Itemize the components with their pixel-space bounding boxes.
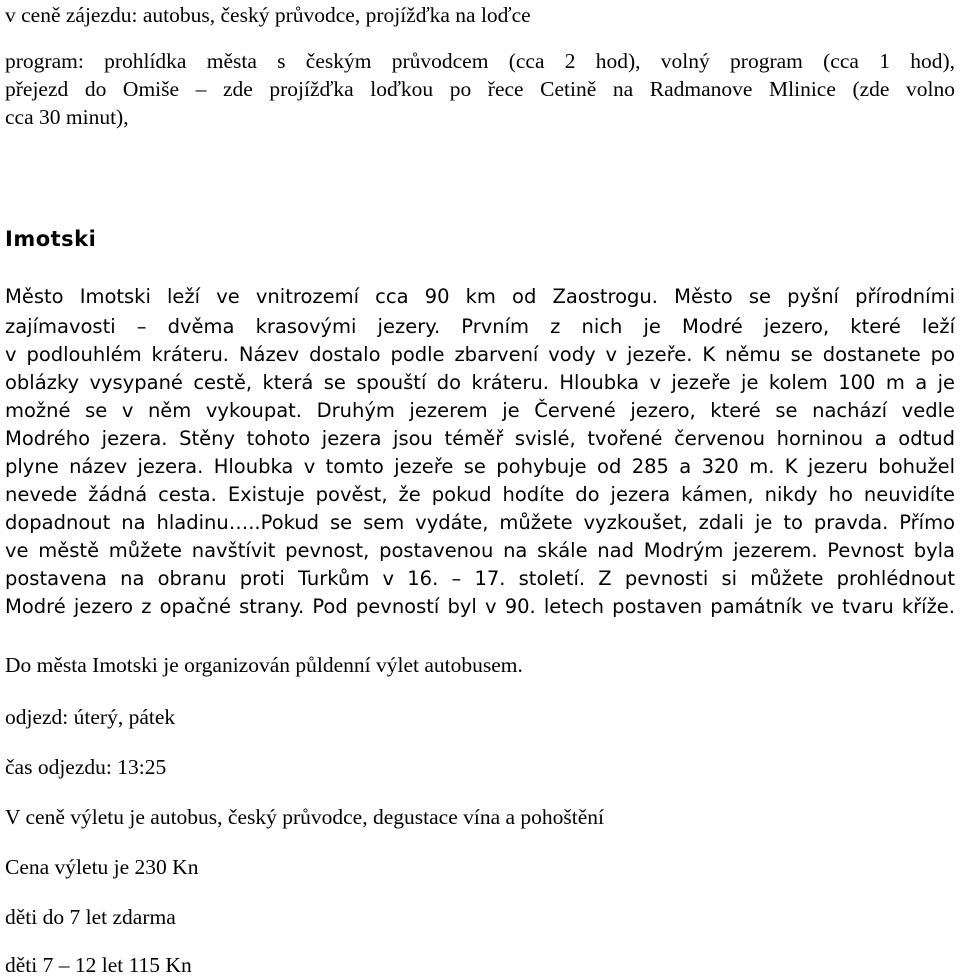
departure-days-line: odjezd: úterý, pátek [5,705,176,729]
section-title: Imotski [5,227,97,251]
paragraph-line-6: Modrého jezera. Stěny tohoto jezera jsou téměř svislé, tvořené červenou horninou a odtud [5,427,955,450]
departure-time-line: čas odjezdu: 13:25 [5,755,167,779]
trip-price-includes-line: V ceně výletu je autobus, český průvodce, degustace vína a pohoštění [5,805,605,829]
children-free-line: děti do 7 let zdarma [5,905,176,929]
paragraph-line-2: zajímavosti – dvěma krasovými jezery. Prvním z nich je Modré jezero, které leží [5,315,955,338]
paragraph-line-1: Město Imotski leží ve vnitrozemí cca 90 km od Zaostrogu. Město se pyšní přírodními [5,285,955,308]
paragraph-line-4: oblázky vysypané cestě, která se spouští do kráteru. Hloubka v jezeře je kolem 100 m a je [5,371,955,394]
paragraph-line-11: postavena na obranu proti Turkům v 16. – 17. století. Z pevnosti si můžete prohlédnout [5,567,955,590]
paragraph-line-12: Modré jezero z opačné strany. Pod pevností byl v 90. letech postaven památník ve tvaru kříže. [5,595,955,618]
paragraph-line-5: možné se v něm vykoupat. Druhým jezerem je Červené jezero, které se nachází vedle [5,399,955,422]
paragraph-line-8: nevede žádná cesta. Existuje pověst, že pokud hodíte do jezera kámen, nikdy ho neuvidíte [5,483,955,506]
paragraph-line-9: dopadnout na hladinu…..Pokud se sem vydáte, můžete vyzkoušet, zdali je to pravda. Přímo [5,511,955,534]
program-line-2: přejezd do Omiše – zde projížďka loďkou po řece Cetině na Radmanove Mlinice (zde volno [5,77,955,101]
children-price-line: děti 7 – 12 let 115 Kn [5,953,192,977]
price-includes-line: v ceně zájezdu: autobus, český průvodce, projížďka na loďce [5,3,531,27]
program-line-1: program: prohlídka města s českým průvodcem (cca 2 hod), volný program (cca 1 hod), [5,49,955,73]
paragraph-line-3: v podlouhlém kráteru. Název dostalo podle zbarvení vody v jezeře. K němu se dostanete po [5,343,955,366]
paragraph-line-10: ve městě můžete navštívit pevnost, postavenou na skále nad Modrým jezerem. Pevnost byla [5,539,955,562]
paragraph-line-7: plyne název jezera. Hloubka v tomto jezeře se pohybuje od 285 a 320 m. K jezeru bohužel [5,455,955,478]
program-line-3: cca 30 minut), [5,105,129,129]
trip-organized-line: Do města Imotski je organizován půldenní výlet autobusem. [5,653,523,677]
trip-price-line: Cena výletu je 230 Kn [5,855,199,879]
